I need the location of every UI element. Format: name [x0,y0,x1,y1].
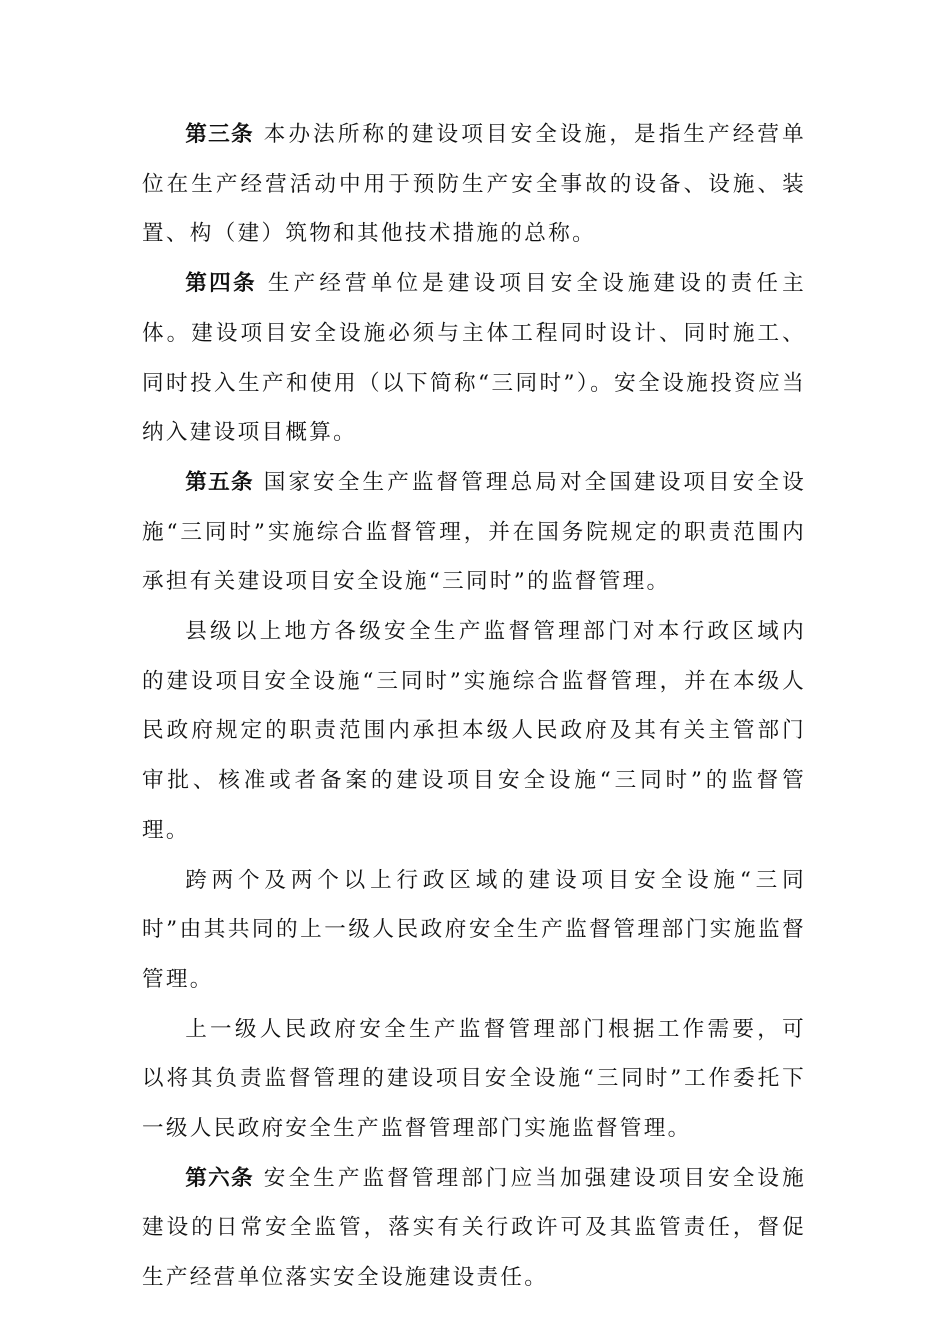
article-number: 第六条 [185,1165,254,1191]
article-body: 本办法所称的建设项目安全设施，是指生产经营单位在生产经营活动中用于预防生产安全事故的设备、设施、装置、构（建）筑物和其他技术措施的总称。 [142,122,806,247]
article-body: 上一级人民政府安全生产监督管理部门根据工作需要，可以将其负责监督管理的建设项目安全设施“三同时”工作委托下一级人民政府安全生产监督管理部门实施监督管理。 [142,1016,806,1142]
article-6-paragraph [142,1154,806,1303]
article-body: 生产经营单位是建设项目安全设施建设的责任主体。建设项目安全设施必须与主体工程同时设计、同时施工、同时投入生产和使用（以下简称“三同时”）。安全设施投资应当纳入建设项目概算。 [142,271,806,446]
article-body: 安全生产监督管理部门应当加强建设项目安全设施建设的日常安全监管，落实有关行政许可及其监管责任，督促生产经营单位落实安全设施建设责任。 [142,1165,806,1291]
regulation-text [142,110,806,1303]
article-number: 第五条 [185,469,254,495]
article-5-clause-4 [142,1005,806,1154]
article-number: 第三条 [185,122,254,147]
article-4-paragraph [142,259,806,458]
article-5-paragraph [142,458,806,607]
article-number: 第四条 [185,271,257,297]
article-5-clause-2 [142,607,806,856]
article-body: 县级以上地方各级安全生产监督管理部门对本行政区域内的建设项目安全设施“三同时”实施综合监督管理，并在本级人民政府规定的职责范围内承担本级人民政府及其有关主管部门审批、核准或者备案的建设项目安全设施“三同时”的监督管理。 [142,619,806,843]
article-5-clause-3 [142,856,806,1005]
article-body: 国家安全生产监督管理总局对全国建设项目安全设施“三同时”实施综合监督管理，并在国务院规定的职责范围内承担有关建设项目安全设施“三同时”的监督管理。 [142,469,806,595]
article-3-paragraph [142,110,806,259]
article-body: 跨两个及两个以上行政区域的建设项目安全设施“三同时”由其共同的上一级人民政府安全生产监督管理部门实施监督管理。 [142,867,806,992]
